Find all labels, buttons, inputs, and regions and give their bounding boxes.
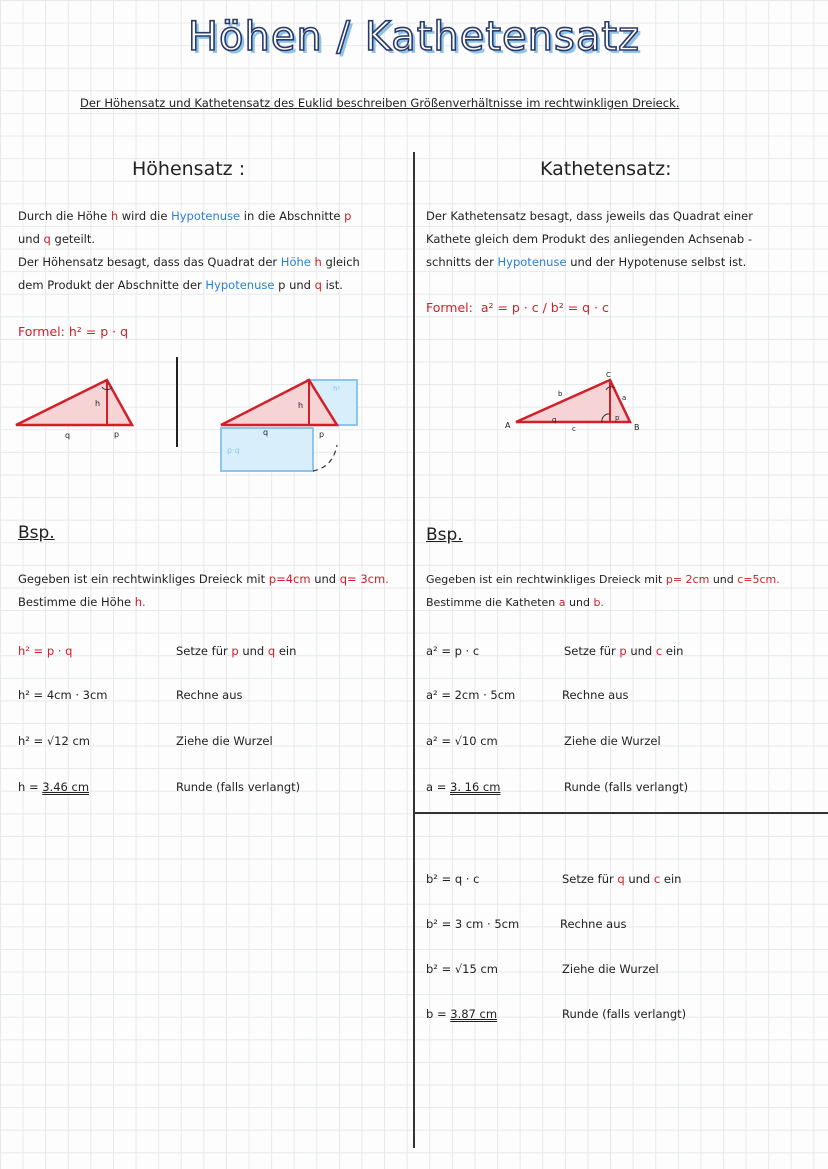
label-p: p xyxy=(615,414,620,422)
left-step-3-math: h² = √12 cm xyxy=(18,734,90,748)
right-b-step-3-math: b² = √15 cm xyxy=(426,962,498,976)
right-a-step-3-math: a² = √10 cm xyxy=(426,734,498,748)
right-b-step-4-note: Runde (falls verlangt) xyxy=(562,1007,687,1021)
label-b: b xyxy=(558,390,563,398)
right-a-step-3-note: Ziehe die Wurzel xyxy=(564,734,661,748)
right-a-step-2-math: a² = 2cm · 5cm xyxy=(426,688,516,702)
left-step-2-note: Rechne aus xyxy=(176,688,243,702)
left-example-text: Gegeben ist ein rechtwinkliges Dreieck mit p=4cm und q= 3cm. Bestimme die Höhe h. xyxy=(18,572,389,609)
label-q: q xyxy=(263,428,269,437)
left-step-3-note: Ziehe die Wurzel xyxy=(176,734,273,748)
label-h: h xyxy=(95,399,101,408)
right-b-step-3-note: Ziehe die Wurzel xyxy=(562,962,659,976)
hoehensatz-triangle-diagram xyxy=(10,370,140,445)
kathetensatz-heading: Kathetensatz: xyxy=(540,158,672,180)
right-b-step-1-note: Setze für q und c ein xyxy=(562,872,682,886)
right-a-step-1-note: Setze für p und c ein xyxy=(564,644,684,658)
kathetensatz-formula: Formel: a² = p · c / b² = q · c xyxy=(426,300,609,315)
label-a: a xyxy=(622,394,627,402)
label-h2: h² xyxy=(333,385,341,393)
triangle-shape xyxy=(516,380,630,422)
label-c: c xyxy=(572,425,576,433)
right-section-divider xyxy=(413,812,828,814)
right-a-step-1-math: a² = p · c xyxy=(426,644,480,658)
label-A: A xyxy=(505,421,511,430)
label-B: B xyxy=(634,423,640,432)
right-b-step-2-math: b² = 3 cm · 5cm xyxy=(426,917,520,931)
left-step-2-math: h² = 4cm · 3cm xyxy=(18,688,108,702)
left-step-1-math: h² = p · q xyxy=(18,644,73,658)
kathetensatz-description: Der Kathetensatz besagt, dass jeweils das Quadrat einer Kathete gleich dem Produkt des anliegenden Achsenab - schnitts der Hypotenuse und der Hypotenuse selbst ist. xyxy=(426,209,753,269)
right-bsp-heading: Bsp. xyxy=(426,525,463,545)
column-divider xyxy=(413,152,415,1148)
label-p: p xyxy=(114,430,120,439)
right-b-step-1-math: b² = q · c xyxy=(426,872,480,886)
page-title: Höhen / Kathetensatz xyxy=(187,14,641,60)
hoehensatz-area-diagram xyxy=(215,375,365,485)
arc-dashed xyxy=(313,445,337,471)
diagram-separator xyxy=(176,357,178,447)
triangle-shape xyxy=(16,380,132,425)
right-a-step-4-math: a = 3. 16 cm xyxy=(426,780,501,794)
right-b-step-2-note: Rechne aus xyxy=(560,917,627,931)
label-p: p xyxy=(319,430,325,439)
label-h: h xyxy=(298,401,304,410)
left-step-1-note: Setze für p und q ein xyxy=(176,644,297,658)
right-example-text: Gegeben ist ein rechtwinkliges Dreieck mit p= 2cm und c=5cm. Bestimme die Katheten a und b. xyxy=(426,573,780,609)
right-a-step-2-note: Rechne aus xyxy=(562,688,629,702)
subtitle: Der Höhensatz und Kathetensatz des Euklid beschreiben Größenverhältnisse im rechtwinkligen Dreieck. xyxy=(80,96,680,110)
label-q: q xyxy=(552,416,557,424)
left-bsp-heading: Bsp. xyxy=(18,523,55,543)
label-q: q xyxy=(65,431,71,440)
left-step-4-math: h = 3.46 cm xyxy=(18,780,90,794)
kathetensatz-triangle-diagram xyxy=(500,368,650,438)
label-pq: p·q xyxy=(227,446,240,455)
label-C: C xyxy=(606,371,611,379)
hoehensatz-description: Durch die Höhe h wird die Hypotenuse in die Abschnitte p und q geteilt. Der Höhensatz besagt, dass das Quadrat der Höhe h gleich dem Produkt der Abschnitte der Hypotenuse p und q ist. xyxy=(18,209,360,292)
right-b-step-4-math: b = 3.87 cm xyxy=(426,1007,498,1021)
hoehensatz-formula: Formel: h² = p · q xyxy=(18,324,129,339)
left-step-4-note: Runde (falls verlangt) xyxy=(176,780,301,794)
right-a-step-4-note: Runde (falls verlangt) xyxy=(564,780,689,794)
hoehensatz-heading: Höhensatz : xyxy=(132,158,246,180)
